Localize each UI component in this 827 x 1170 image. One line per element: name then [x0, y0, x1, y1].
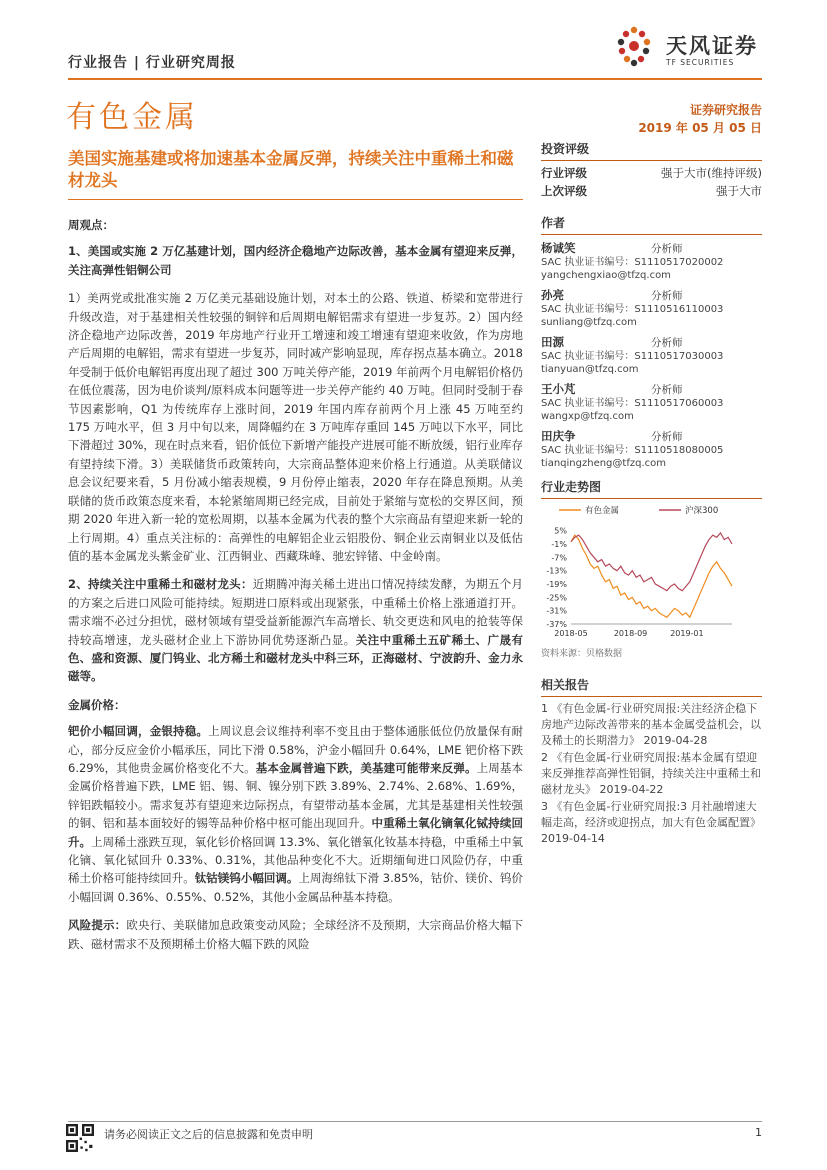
y-tick-label: -25%: [546, 593, 567, 603]
report-category: 行业报告 | 行业研究周报: [68, 55, 236, 71]
prev-rating-row: [541, 182, 762, 200]
related-heading: 相关报告: [541, 676, 762, 697]
author-entry: [541, 287, 762, 329]
y-tick-label: -7%: [551, 553, 567, 563]
price-text-2: 上周基本金属价格普遍下跌，LME 铝、锡、铜、镍分别下跌 3.89%、2.74%、2.68%、1.69%，锌铝跌幅较小。需求复苏有望迎来边际拐点，有望带动基本金属，尤其是基建相关性较强的铜、铝和基本面较好的锡等品种价格中枢可能出现回升。: [68, 760, 524, 831]
author-cert: SAC 执业证书编号：S1110517030003: [541, 351, 724, 362]
author-entry: [541, 428, 762, 470]
price-bold-4: 钛钴镁钨小幅回调。: [194, 871, 299, 886]
y-tick-label: -37%: [546, 620, 567, 629]
risk-label: 风险提示：: [68, 918, 127, 933]
footer-divider: [68, 1121, 762, 1122]
price-text-4: 上周海绵钛下滑 3.85%，钴价、镁价、钨价小幅回调 0.36%、0.55%、0.52%，其他小金属品种基本持稳。: [68, 871, 524, 904]
price-bold-3: 中重稀土氧化镝氧化铽持续回升。: [68, 816, 524, 849]
x-tick-label: 2018-05: [554, 629, 588, 638]
prev-rating-label: 上次评级: [541, 184, 587, 198]
legend-label: 有色金属: [585, 506, 620, 516]
rating-row: [541, 164, 762, 182]
trend-chart: [541, 500, 762, 640]
y-tick-label: -19%: [546, 580, 567, 589]
author-email[interactable]: tianqingzheng@tfzq.com: [541, 458, 666, 469]
author-entry: [541, 381, 762, 423]
author-role: 分析师: [651, 384, 683, 396]
author-name: 田源: [541, 335, 564, 349]
author-cert: SAC 执业证书编号：S1110518080005: [541, 445, 724, 456]
author-entry: [541, 240, 762, 282]
author-role: 分析师: [651, 290, 683, 302]
related-report-link[interactable]: 3 《有色金属-行业研究周报:3 月社融增速大幅走高，经济或迎拐点，加大有色金属配置》 2019-04-14: [541, 800, 761, 845]
author-name: 王小芃: [541, 382, 576, 396]
report-type: 证券研究报告: [689, 103, 762, 117]
qr-code-icon[interactable]: [66, 1124, 94, 1152]
rating-heading: 投资评级: [541, 140, 762, 161]
author-cert: SAC 执业证书编号：S1110517020002: [541, 257, 724, 268]
author-role: 分析师: [651, 243, 683, 255]
x-tick-label: 2019-01: [670, 629, 704, 638]
chart-source: 资料来源：贝格数据: [541, 649, 623, 659]
author-cert: SAC 执业证书编号：S1110517060003: [541, 398, 724, 409]
related-report-link[interactable]: 1 《有色金属-行业研究周报:关注经济企稳下房地产边际改善带来的基本金属受益机会，以及稀土的长期潜力》 2019-04-28: [541, 702, 761, 747]
series-line: [571, 535, 732, 617]
point2-targets: 关注中重稀土五矿稀土、广晟有色、盛和资源、厦门钨业、北方稀土和磁材龙头中科三环，正海磁材、宁波韵升、金力永磁等。: [68, 632, 524, 684]
page-number: 1: [755, 1126, 762, 1139]
price-text-3: 上周稀土涨跌互现，氧化钐价格回调 13.3%、氧化镨氧化钕基本持稳，中重稀土中氧化镝、氧化铽回升 0.33%、0.31%，其他品种变化不大。近期缅甸进口风险仍存，中重稀土价格可能持续回升。: [68, 834, 523, 886]
price-bold-1: 钯价小幅回调，金银持稳。: [68, 724, 209, 739]
header-divider: [68, 78, 762, 80]
price-bold-2: 基本金属普遍下跌，美基建可能带来反弹。: [255, 760, 477, 775]
point2-heading: 2、持续关注中重稀土和磁材龙头：: [68, 577, 253, 592]
author-email[interactable]: tianyuan@tfzq.com: [541, 364, 639, 375]
series-line: [571, 533, 732, 591]
section-weekly-heading: 周观点：: [68, 218, 114, 232]
point1-heading: 1、美国或实施 2 万亿基建计划，国内经济企稳地产边际改善，基本金属有望迎来反弹，关注高弹性铝铜公司: [68, 244, 523, 277]
risk-paragraph: [68, 916, 523, 953]
trend-heading: 行业走势图: [541, 478, 762, 499]
author-role: 分析师: [651, 431, 683, 443]
related-report-link[interactable]: 2 《有色金属-行业研究周报:基本金属有望迎来反弹推荐高弹性铝铜，持续关注中重稀土和磁材龙头》 2019-04-22: [541, 751, 761, 796]
y-tick-label: -13%: [546, 566, 567, 576]
point1-body: 1）美两党或批准实施 2 万亿美元基础设施计划，对本土的公路、铁道、桥梁和宽带进行升级改造，对于基建相关性较强的铜锌和后周期电解铝需求有望进一步复苏。2）国内经济企稳地产边际改善，2019 年房地产行业开工增速和竣工增速有望迎来收敛，作为房地产后周期的电解铝，需求有望进一步复苏，同时减产影响显现，库存拐点基本确立。2018 年受制于低价电解铝再度出现了超过 300 万吨关停产能，2019 年前两个月电解铝价格仍在低位震荡，因为电价谈判/原料成本问题等进一步关停产能约 40 万吨。但同时受制于春节因素影响，Q1 为传统库存上涨时间，2019 年国内库存前两个月上涨 45 万吨至约 175 万吨水平，但 3 月中旬以来，周降幅约在 3 万吨库存重回 145 万吨以下水平，同比下滑超过 30%，现在时点来看，铝价低位下新增产能投产进展可能不断放缓，铝行业库存有望持续下滑。3）美联储货币政策转向，大宗商品整体迎来价格上行通道。从美联储议息会议纪要来看，5 月份减小缩表规模，9 月份停止缩表，2020 年存在降息预期。从美联储的货币政策态度来看，本轮紧缩周期已经完成，目前处于紧缩与宽松的交界区间，预期 2020 年进入新一轮的宽松周期，以基本金属为代表的整个大宗商品有望迎来新一轮的上行周期。4）重点关注标的：高弹性的电解铝企业云铝股份、铜企业云南铜业以及低估值的基本金属龙头紫金矿业、江西铜业、西藏珠峰、驰宏锌锗、中金岭南。: [68, 291, 523, 563]
point2-paragraph: [68, 575, 523, 685]
section-price-heading: 金属价格：: [68, 697, 126, 712]
author-name: 田庆争: [541, 429, 576, 443]
author-role: 分析师: [651, 337, 683, 349]
rating-value: 强于大市(维持评级): [661, 166, 762, 180]
y-tick-label: 5%: [554, 526, 567, 536]
related-block: [541, 676, 762, 848]
report-title: 美国实施基建或将加速基本金属反弹，持续关注中重稀土和磁材龙头: [68, 149, 514, 190]
author-email[interactable]: wangxp@tfzq.com: [541, 411, 634, 422]
price-paragraph: [68, 722, 523, 906]
main-content: [68, 216, 523, 963]
authors-block: [541, 214, 762, 470]
rating-label: 行业评级: [541, 166, 587, 180]
rating-block: [541, 140, 762, 200]
point2-body: 近期腾冲海关稀土进出口情况持续发酵，为期五个月的方案之后进口风险可能持续。短期进口原料或出现紧张，中重稀土价格上涨通道打开。需求端不必过分担忧，磁材领域有望受益新能源汽车高增长、轨交更迭和风电的抢装等保持较高增速，龙头磁材企业上下游协同优势逐渐凸显。: [68, 577, 524, 647]
logo-subtitle: TF SECURITIES: [666, 58, 735, 67]
prev-rating-value: 强于大市: [716, 184, 762, 198]
risk-text: 欧央行、美联储加息政策变动风险；全球经济不及预期，大宗商品价格大幅下跌、磁材需求不及预期稀土价格大幅下跌的风险: [68, 918, 523, 951]
industry-title: 有色金属: [66, 100, 198, 135]
x-tick-label: 2018-09: [613, 629, 648, 638]
author-entry: [541, 334, 762, 376]
y-tick-label: -1%: [551, 540, 567, 549]
author-email[interactable]: sunliang@tfzq.com: [541, 317, 637, 328]
title-divider: [68, 199, 523, 200]
author-name: 孙亮: [541, 288, 564, 302]
trend-block: [541, 478, 762, 499]
logo-name: 天风证券: [666, 34, 758, 58]
author-cert: SAC 执业证书编号：S1110516110003: [541, 304, 724, 315]
price-text-1: 上周议息会议维持利率不变且由于整体通胀低位仍放量保有耐心，部分反应金价小幅承压，同比下滑 0.58%，沪金小幅回升 0.64%，LME 钯价格下跌 6.29%，其他贵金属价格变化不大。: [68, 724, 524, 775]
legend-label: 沪深300: [685, 506, 719, 516]
authors-list: [541, 240, 762, 470]
author-name: 杨诚笑: [541, 241, 576, 255]
report-date: 2019 年 05 月 05 日: [638, 121, 762, 135]
author-email[interactable]: yangchengxiao@tfzq.com: [541, 270, 671, 281]
related-list: [541, 701, 762, 847]
y-tick-label: -31%: [546, 606, 567, 616]
footer-disclaimer[interactable]: 请务必阅读正文之后的信息披露和免责申明: [104, 1128, 313, 1141]
authors-heading: 作者: [541, 214, 762, 235]
